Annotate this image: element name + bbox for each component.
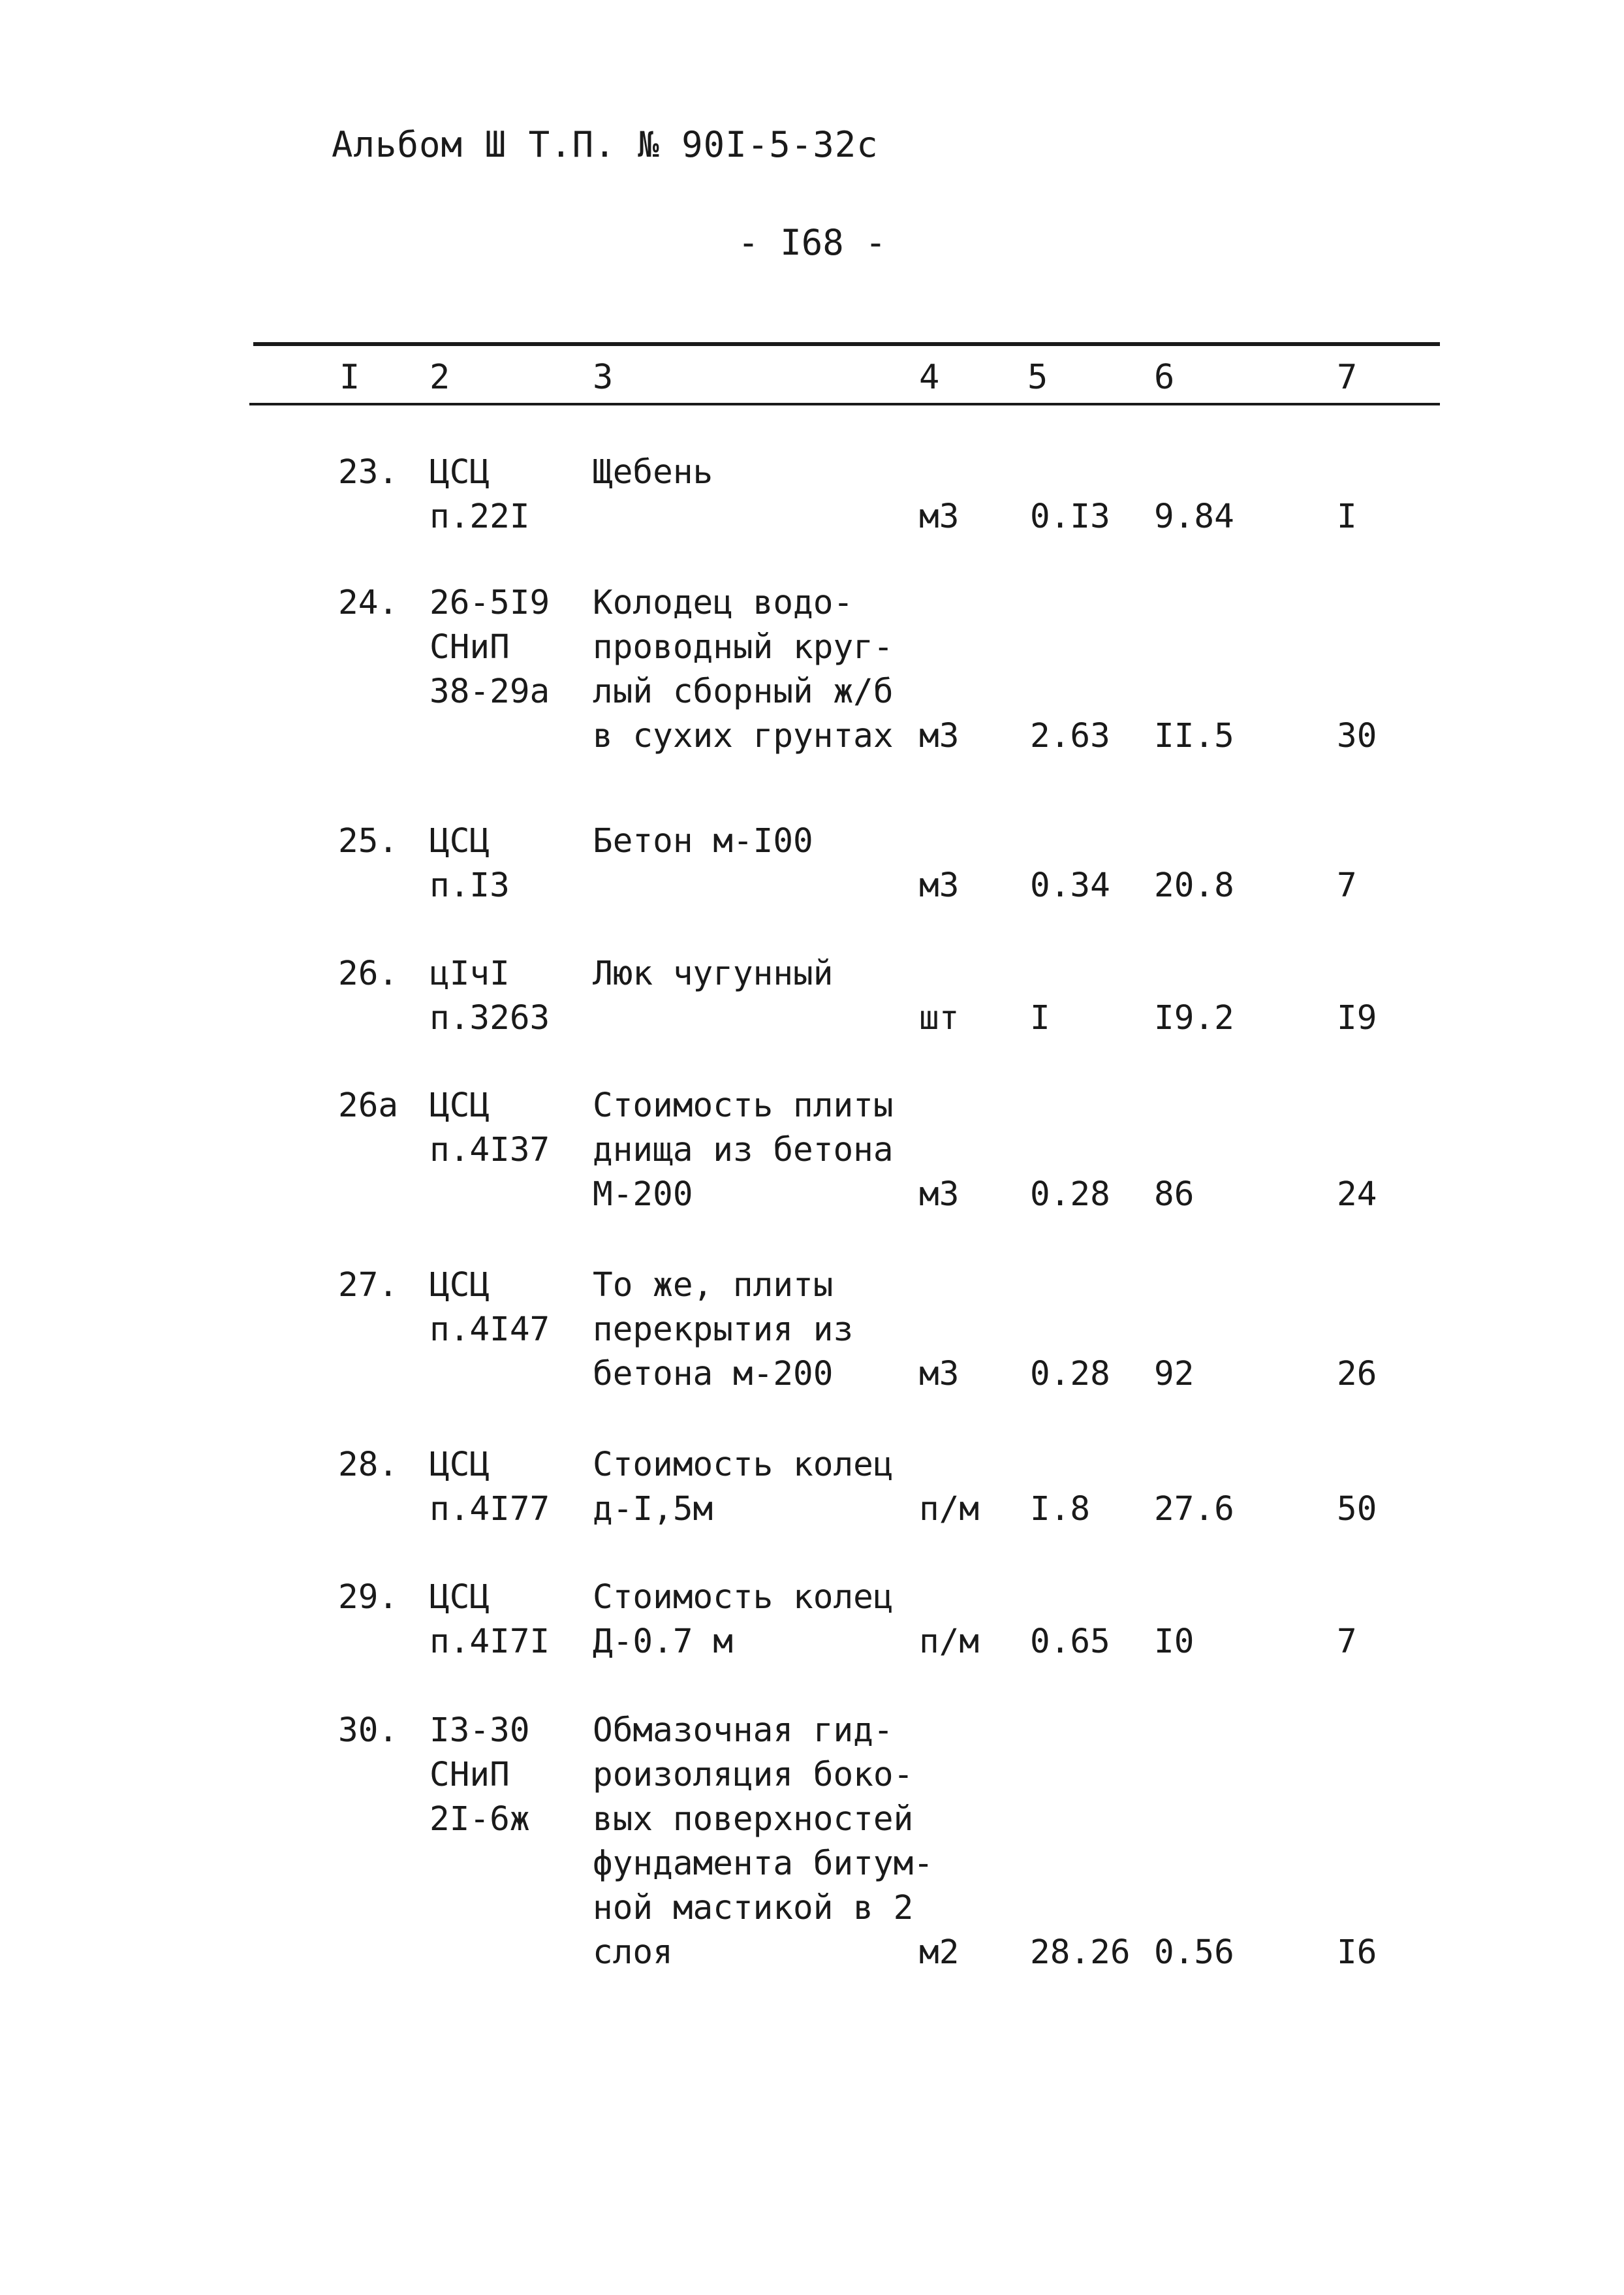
row-description: лый сборный ж/б: [593, 673, 894, 711]
row-code: п.3263: [429, 999, 550, 1037]
row-code: п.4I7I: [429, 1622, 550, 1661]
row-unit-price: 92: [1154, 1355, 1195, 1393]
row-unit-price: 0.56: [1154, 1933, 1234, 1972]
row-number: 26а: [338, 1086, 399, 1125]
column-header-col-6: 6: [1154, 358, 1175, 397]
row-quantity: 0.28: [1030, 1355, 1110, 1393]
row-unit: п/м: [919, 1490, 980, 1528]
row-quantity: 0.34: [1030, 866, 1110, 905]
row-number: 27.: [338, 1266, 399, 1305]
row-description: ной мастикой в 2: [593, 1889, 914, 1927]
row-description: вых поверхностей: [593, 1800, 914, 1839]
row-description: слоя: [593, 1933, 673, 1972]
row-number: 23.: [338, 453, 399, 492]
row-number: 24.: [338, 584, 399, 622]
row-number: 30.: [338, 1711, 399, 1750]
row-description: Стоимость плиты: [593, 1086, 894, 1125]
row-cost: 7: [1337, 866, 1357, 905]
row-code: п.4I47: [429, 1310, 550, 1349]
column-header-col-1: I: [339, 358, 360, 397]
row-cost: 24: [1337, 1175, 1377, 1214]
row-code: ЦСЦ: [429, 1446, 490, 1484]
row-unit: м3: [919, 1355, 960, 1393]
row-code: ЦСЦ: [429, 1578, 490, 1617]
row-code: ЦСЦ: [429, 822, 490, 861]
row-description: днища из бетона: [593, 1131, 894, 1169]
row-description: д-I,5м: [593, 1490, 713, 1528]
row-unit: п/м: [919, 1622, 980, 1661]
row-description: Обмазочная гид-: [593, 1711, 894, 1750]
row-quantity: I: [1030, 999, 1050, 1037]
row-code: п.4I77: [429, 1490, 550, 1528]
row-cost: 7: [1337, 1622, 1357, 1661]
row-number: 29.: [338, 1578, 399, 1617]
row-unit: шт: [919, 999, 960, 1037]
row-quantity: 0.65: [1030, 1622, 1110, 1661]
row-unit: м3: [919, 717, 960, 755]
row-description: То же, плиты: [593, 1266, 834, 1305]
row-quantity: 0.28: [1030, 1175, 1110, 1214]
row-description: в сухих грунтах: [593, 717, 894, 755]
row-description: Бетон м-I00: [593, 822, 813, 861]
row-code: ЦСЦ: [429, 453, 490, 492]
row-description: Стоимость колец: [593, 1578, 894, 1617]
row-number: 28.: [338, 1446, 399, 1484]
row-code: I3-30: [429, 1711, 530, 1750]
row-description: Колодец водо-: [593, 584, 854, 622]
row-unit-price: 9.84: [1154, 498, 1234, 536]
row-unit-price: 20.8: [1154, 866, 1234, 905]
row-code: СНиП: [429, 1756, 510, 1794]
row-unit-price: II.5: [1154, 717, 1234, 755]
row-code: ЦСЦ: [429, 1266, 490, 1305]
table-header-rule: [249, 403, 1440, 405]
row-quantity: 2.63: [1030, 717, 1110, 755]
row-unit: м2: [919, 1933, 960, 1972]
column-header-col-4: 4: [919, 358, 940, 397]
row-description: Щебень: [593, 453, 713, 492]
row-cost: 30: [1337, 717, 1377, 755]
row-description: Люк чугунный: [593, 955, 834, 993]
row-unit-price: I9.2: [1154, 999, 1234, 1037]
row-unit: м3: [919, 1175, 960, 1214]
row-code: ЦСЦ: [429, 1086, 490, 1125]
row-cost: I9: [1337, 999, 1377, 1037]
row-description: Д-0.7 м: [593, 1622, 733, 1661]
column-header-col-2: 2: [429, 358, 450, 397]
row-code: цIчI: [429, 955, 510, 993]
row-code: СНиП: [429, 628, 510, 667]
row-unit: м3: [919, 866, 960, 905]
table-top-rule: [253, 342, 1440, 346]
row-code: 2I-6ж: [429, 1800, 530, 1839]
row-quantity: 28.26: [1030, 1933, 1131, 1972]
row-description: фундамента битум-: [593, 1844, 933, 1883]
column-header-col-7: 7: [1337, 358, 1358, 397]
row-description: М-200: [593, 1175, 693, 1214]
row-unit-price: I0: [1154, 1622, 1195, 1661]
column-header-col-3: 3: [593, 358, 614, 397]
row-description: Стоимость колец: [593, 1446, 894, 1484]
row-number: 25.: [338, 822, 399, 861]
row-description: перекрытия из: [593, 1310, 854, 1349]
row-description: роизоляция боко-: [593, 1756, 914, 1794]
row-code: 26-5I9: [429, 584, 550, 622]
row-cost: 50: [1337, 1490, 1377, 1528]
row-unit-price: 86: [1154, 1175, 1195, 1214]
row-code: п.4I37: [429, 1131, 550, 1169]
row-number: 26.: [338, 955, 399, 993]
row-code: п.22I: [429, 498, 530, 536]
row-unit: м3: [919, 498, 960, 536]
page-number: - I68 -: [738, 222, 886, 263]
row-quantity: 0.I3: [1030, 498, 1110, 536]
row-unit-price: 27.6: [1154, 1490, 1234, 1528]
row-description: бетона м-200: [593, 1355, 834, 1393]
row-description: проводный круг-: [593, 628, 894, 667]
row-cost: I6: [1337, 1933, 1377, 1972]
row-cost: I: [1337, 498, 1357, 536]
row-cost: 26: [1337, 1355, 1377, 1393]
row-code: п.I3: [429, 866, 510, 905]
document-header: Альбом Ш Т.П. № 90I-5-32с: [332, 124, 879, 165]
row-code: 38-29а: [429, 673, 550, 711]
column-header-col-5: 5: [1027, 358, 1048, 397]
row-quantity: I.8: [1030, 1490, 1091, 1528]
